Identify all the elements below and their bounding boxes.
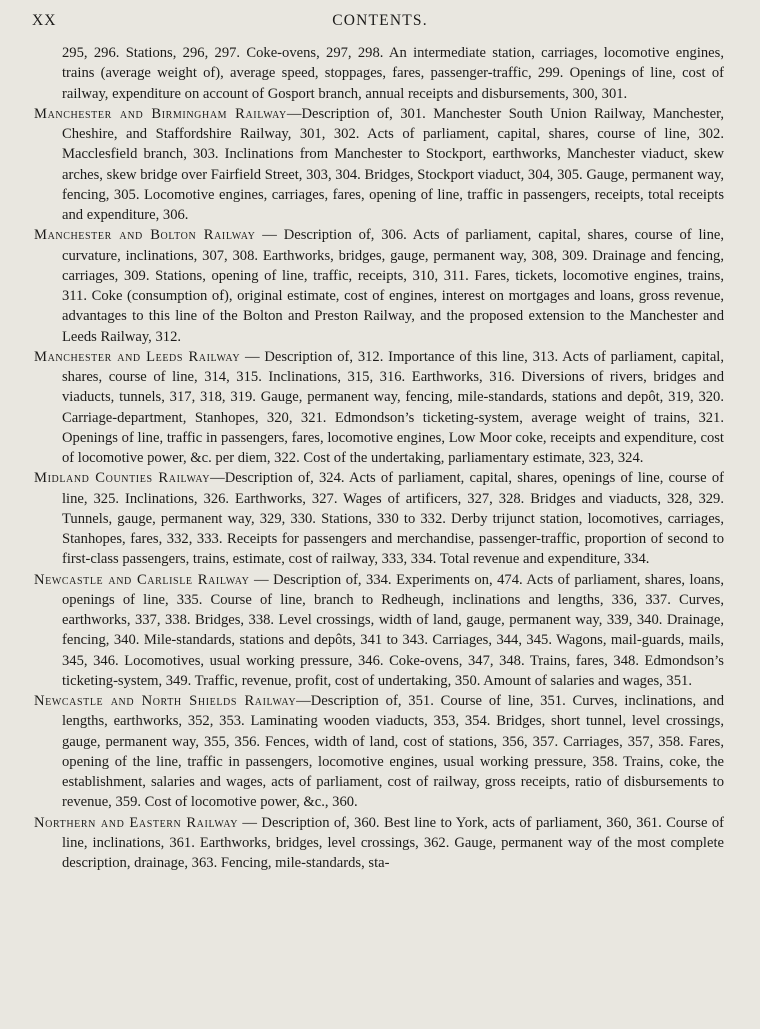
contents-entry: [34, 468, 724, 569]
entry-text: —Description of, 351. Course of line, 351. Curves, inclinations, and lengths, earthworks, 352, 353. Laminating wooden viaducts, 353, 354. Bridges, short tunnel, level crossings, gauge, permanent way, 355, 356. Fences, width of land, cost of stations, 356, 357. Carriages, 357, 358. Fares, opening of the line, traffic in passengers, locomotive engines, usual working pressure, 358. Trains, coke, the establishment, salaries and wages, acts of parliament, cost of railway, gross receipts, ratio of disbursements to revenue, 359. Cost of locomotive power, &c., 360.: [62, 693, 724, 811]
page-header: [32, 12, 728, 38]
contents-entry: [34, 691, 724, 813]
entry-heading: Midland Counties Railway: [34, 470, 211, 487]
entry-heading: Manchester and Bolton Railway: [34, 227, 256, 244]
contents-body: [34, 43, 724, 873]
running-title: CONTENTS.: [332, 12, 428, 29]
contents-entry: [34, 813, 724, 874]
entry-text: — Description of, 360. Best line to York, acts of parliament, 360, 361. Course of line, inclinations, 361. Earthworks, bridges, level crossings, 362. Gauge, permanent way of the most complete description, drainage, 363. Fencing, mile-standards, sta-: [62, 814, 724, 871]
entry-heading: Manchester and Leeds Railway: [34, 348, 241, 365]
entry-heading: Manchester and Birmingham Railway: [34, 105, 287, 122]
entry-text: —Description of, 324. Acts of parliament, capital, shares, openings of line, course of line, 325. Inclinations, 326. Earthworks, 327. Wages of artificers, 327, 328. Bridges and viaducts, 328, 329. Tunnels, gauge, permanent way, 329, 330. Stations, 330 to 332. Derby trijunct station, locomotives, carriages, Stanhopes, fares, 332, 333. Receipts for passengers and merchandise, passenger-traffic, proportion of second to first-class passengers, trains, estimate, cost of railway, 333, 334. Total revenue and expenditure, 334.: [62, 470, 725, 568]
contents-entry: [34, 347, 724, 469]
entry-text: — Description of, 334. Experiments on, 474. Acts of parliament, shares, loans, openings of line, 335. Course of line, branch to Redheugh, inclinations and lengths, 336, 337. Curves, earthworks, 337, 338. Bridges, 338. Level crossings, width of land, gauge, permanent way, 339, 340. Drainage, fencing, 340. Mile-standards, stations and depôts, 341 to 343. Carriages, 344, 345. Wagons, mail-guards, mails, 345, 346. Locomotives, usual working pressure, 346. Coke-ovens, 347, 348. Trains, fares, 348. Edmondson’s ticketing-system, 349. Traffic, revenue, profit, cost of undertaking, 350. Amount of salaries and wages, 351.: [62, 571, 724, 689]
contents-entry-continuation: [34, 43, 724, 104]
contents-entry: [34, 570, 724, 692]
contents-entry: [34, 225, 724, 347]
entry-text: —Description of, 301. Manchester South Union Railway, Manchester, Cheshire, and Staffordshire Railway, 301, 302. Acts of parliament, capital, shares, course of line, 302. Macclesfield branch, 303. Inclinations from Manchester to Stockport, earthworks, Manchester viaduct, skew arches, skew bridge over Fairfield Street, 303, 304. Bridges, Stockport viaduct, 304, 305. Gauge, permanent way, fencing, 305. Locomotive engines, carriages, fares, opening of line, traffic in passengers, receipts, total receipts and expenditure, 306.: [62, 105, 724, 223]
entry-heading: Northern and Eastern Railway: [34, 814, 239, 831]
entry-heading: Newcastle and North Shields Railway: [34, 693, 297, 709]
page-number: XX: [32, 12, 57, 29]
entry-text: — Description of, 312. Importance of this line, 313. Acts of parliament, capital, shares, course of line, 314, 315. Inclinations, 315, 316. Earthworks, 316. Diversions of rivers, bridges and viaducts, tunnels, 317, 318, 319. Gauge, permanent way, fencing, mile-standards, stations and depôt, 319, 320. Carriage-department, Stanhopes, 320, 321. Edmondson’s ticketing-system, average weight of trains, 321. Openings of line, traffic in passengers, fares, locomotive engines, Low Moor coke, receipts and expenditure, cost of locomotive power, &c. per diem, 322. Cost of the undertaking, parliamentary estimate, 323, 324.: [62, 348, 724, 466]
entry-text: — Description of, 306. Acts of parliament, capital, shares, course of line, curvature, inclinations, 307, 308. Earthworks, bridges, gauge, permanent way, 308, 309. Drainage and fencing, carriages, 309. Stations, opening of line, traffic, receipts, 310, 311. Fares, tickets, locomotive engines, trains, 311. Coke (consumption of), original estimate, cost of engines, interest on mortgages and loans, gross revenue, advantages to this line of the Bolton and Preston Railway, and the proposed extension to the Manchester and Leeds Railway, 312.: [62, 227, 724, 345]
contents-entry: [34, 104, 724, 226]
entry-heading: Newcastle and Carlisle Railway: [34, 571, 250, 588]
entry-text: 295, 296. Stations, 296, 297. Coke-ovens, 297, 298. An intermediate station, carriages, locomotive engines, trains (average weight of), average speed, stoppages, fares, passenger-traffic, 299. Openings of line, cost of railway, expenditure on account of Gosport branch, annual receipts and disbursements, 300, 301.: [62, 45, 724, 102]
